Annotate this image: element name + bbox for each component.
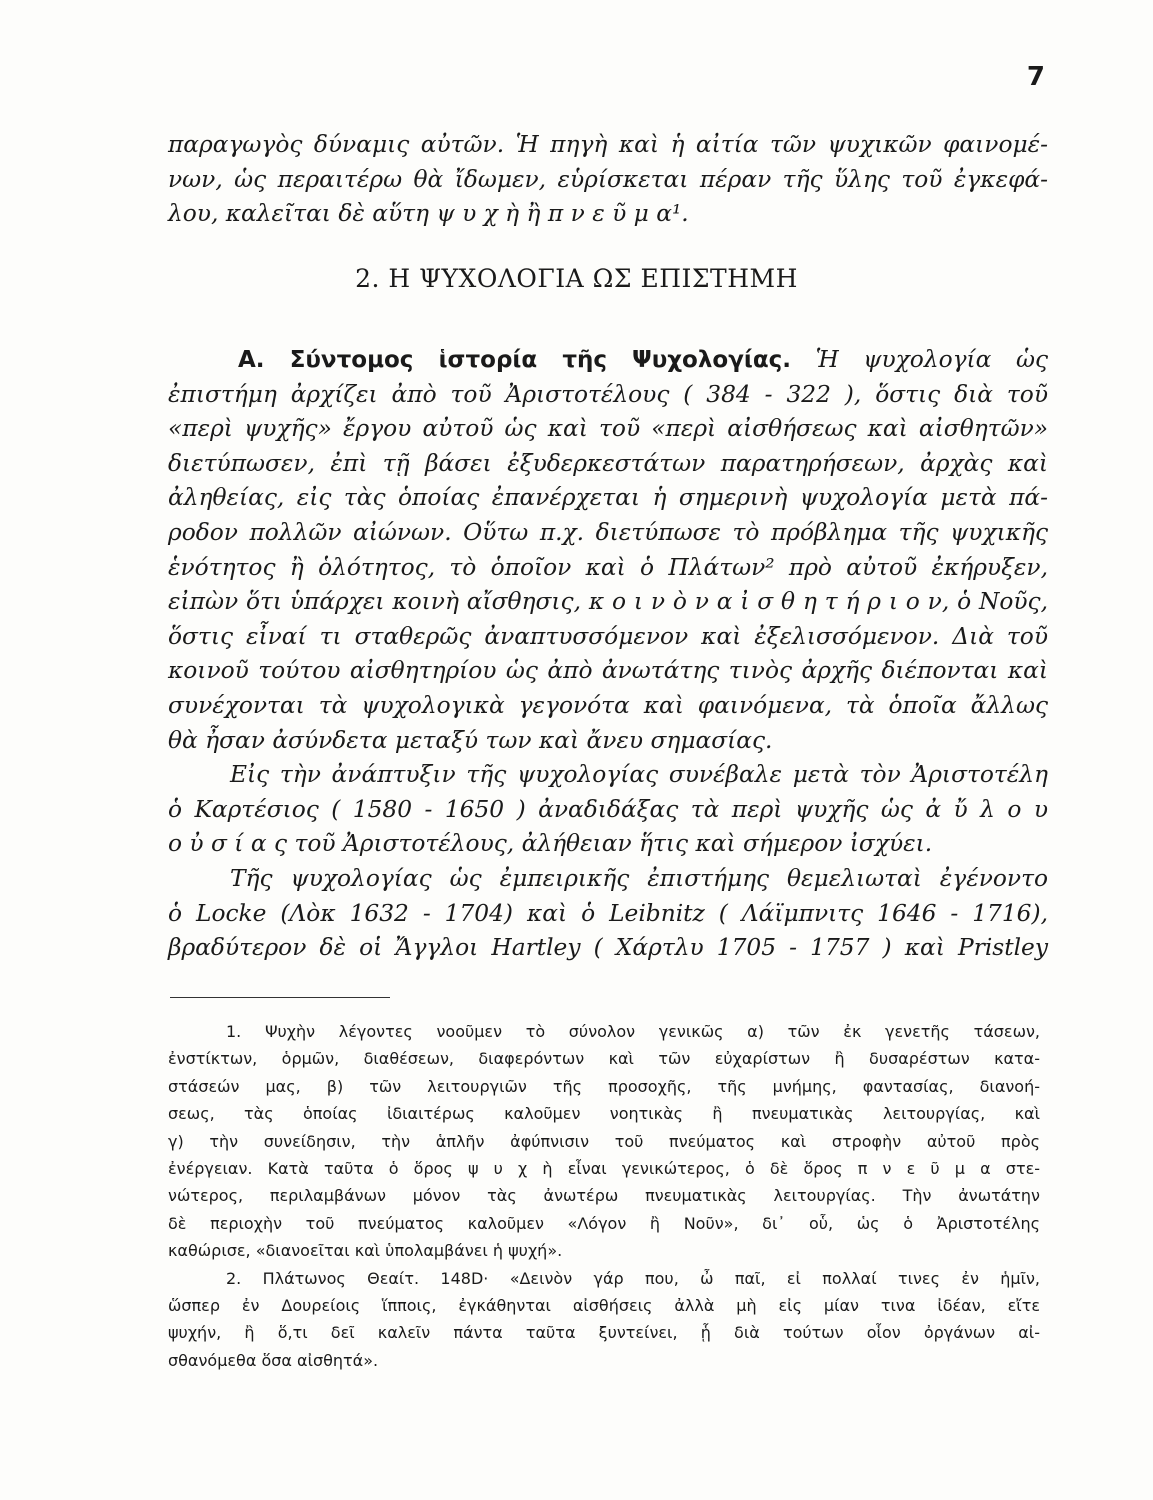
footnote-line: στάσεών μας, β) τῶν λειτουργιῶν τῆς προσοχῆς, τῆς μνήμης, φαντασίας, διανοή-: [168, 1076, 1040, 1096]
footnote-line: ὥσπερ ἐν Δουρείοις ἵπποις, ἐγκάθηνται αἰσθήσεις ἀλλὰ μὴ εἰς μίαν τινα ἰδέαν, εἴτε: [168, 1296, 1040, 1316]
footnote-line: σεως, τὰς ὁποίας ἰδιαιτέρως καλοῦμεν νοητικὰς ἢ πνευματικὰς λειτουργίας, καὶ: [168, 1104, 1040, 1124]
footnote-line: νώτερος, περιλαμβάνων μόνον τὰς ἀνωτέρω πνευματικὰς λειτουργίας. Τὴν ἀνωτάτην: [168, 1186, 1040, 1206]
footnote-line: καθώρισε, «διανοεῖται καὶ ὑπολαμβάνει ἡ ψυχή».: [168, 1241, 563, 1261]
text-line: ἑνότητος ἢ ὁλότητος, τὸ ὁποῖον καὶ ὁ Πλάτων² πρὸ αὐτοῦ ἐκήρυξεν,: [168, 553, 1048, 581]
text-line: ὁ Locke (Λὸκ 1632 - 1704) καὶ ὁ Leibnitz ( Λάϊμπνιτς 1646 - 1716),: [168, 899, 1048, 927]
text-line: ο ὐ σ ί α ς τοῦ Ἀριστοτέλους, ἀλήθειαν ἥτις καὶ σήμερον ἰσχύει.: [168, 830, 933, 858]
text-line: νων, ὡς περαιτέρω θὰ ἴδωμεν, εὑρίσκεται πέραν τῆς ὕλης τοῦ ἐγκεφά-: [168, 165, 1048, 193]
text-line: βραδύτερον δὲ οἱ Ἄγγλοι Hartley ( Χάρτλυ 1705 - 1757 ) καὶ Pristley: [168, 934, 1048, 962]
text-line: Εἰς τὴν ἀνάπτυξιν τῆς ψυχολογίας συνέβαλε μετὰ τὸν Ἀριστοτέλη: [230, 761, 1048, 789]
text-line: ὅστις εἶναί τι σταθερῶς ἀναπτυσσόμενον καὶ ἐξελισσόμενον. Διὰ τοῦ: [168, 622, 1048, 650]
footnote-rule: [170, 997, 390, 998]
text-line: ἐπιστήμη ἀρχίζει ἀπὸ τοῦ Ἀριστοτέλους ( 384 - 322 ), ὅστις διὰ τοῦ: [168, 380, 1048, 408]
paragraph-start-line: [168, 343, 1048, 378]
text-line: Ἡ ψυχολογία ὡς: [791, 346, 1048, 373]
text-line: ὁ Καρτέσιος ( 1580 - 1650 ) ἀναδιδάξας τὰ περὶ ψυχῆς ὡς ἀ ὔ λ ο υ: [168, 795, 1048, 823]
text-line: κοινοῦ τούτου αἰσθητηρίου ὡς ἀπὸ ἀνωτάτης τινὸς ἀρχῆς διέπονται καὶ: [168, 657, 1048, 685]
page-number: 7: [1026, 62, 1045, 92]
footnote-line: ἐνέργειαν. Κατὰ ταῦτα ὁ ὅρος ψ υ χ ὴ εἶναι γενικώτερος, ὁ δὲ ὅρος π ν ε ῦ μ α στε-: [168, 1159, 1040, 1179]
footnote-line: ψυχήν, ἢ ὅ,τι δεῖ καλεῖν πάντα ταῦτα ξυντείνει, ᾗ διὰ τούτων οἷον ὀργάνων αἰ-: [168, 1323, 1040, 1343]
text-line: λου, καλεῖται δὲ αὕτη ψ υ χ ὴ ἢ π ν ε ῦ μ α¹.: [168, 200, 689, 228]
footnote-line: 2. Πλάτωνος Θεαίτ. 148D· «Δεινὸν γάρ που, ὦ παῖ, εἰ πολλαί τινες ἐν ἡμῖν,: [226, 1268, 1040, 1288]
footnote-line: γ) τὴν συνείδησιν, τὴν ἁπλῆν ἀφύπνισιν τοῦ πνεύματος καὶ στροφὴν αὐτοῦ πρὸς: [168, 1131, 1040, 1151]
text-line: παραγωγὸς δύναμις αὐτῶν. Ἡ πηγὴ καὶ ἡ αἰτία τῶν ψυχικῶν φαινομέ-: [168, 131, 1048, 158]
subheading: Α. Σύντομος ἱστορία τῆς Ψυχολογίας.: [238, 347, 792, 373]
text-line: διετύπωσεν, ἐπὶ τῇ βάσει ἐξυδερκεστάτων παρατηρήσεων, ἀρχὰς καὶ: [168, 449, 1048, 477]
footnote-line: σθανόμεθα ὅσα αἰσθητά».: [168, 1350, 379, 1370]
footnotes: [168, 1018, 1040, 1374]
text-line: ἀληθείας, εἰς τὰς ὁποίας ἐπανέρχεται ἡ σημερινὴ ψυχολογία μετὰ πά-: [168, 484, 1048, 512]
footnote-line: 1. Ψυχὴν λέγοντες νοοῦμεν τὸ σύνολον γενικῶς α) τῶν ἐκ γενετῆς τάσεων,: [226, 1022, 1040, 1041]
text-line: ροδον πολλῶν αἰώνων. Οὕτω π.χ. διετύπωσε τὸ πρόβλημα τῆς ψυχικῆς: [168, 518, 1048, 546]
text-line: Τῆς ψυχολογίας ὡς ἐμπειρικῆς ἐπιστήμης θεμελιωταὶ ἐγένοντο: [230, 864, 1048, 892]
section-heading: 2. Η ΨΥΧΟΛΟΓΙΑ ΩΣ ΕΠΙΣΤΗΜΗ: [355, 264, 798, 293]
text-line: συνέχονται τὰ ψυχολογικὰ γεγονότα καὶ φαινόμενα, τὰ ὁποῖα ἄλλως: [168, 691, 1048, 719]
main-text-body: [168, 343, 1048, 966]
text-line: θὰ ἦσαν ἀσύνδετα μεταξύ των καὶ ἄνευ σημασίας.: [168, 726, 773, 754]
footnote-line: δὲ περιοχὴν τοῦ πνεύματος καλοῦμεν «Λόγον ἢ Νοῦν», δι᾽ οὗ, ὡς ὁ Ἀριστοτέλης: [168, 1213, 1040, 1233]
footnote-line: ἐνστίκτων, ὁρμῶν, διαθέσεων, διαφερόντων καὶ τῶν εὐχαρίστων ἢ δυσαρέστων κατα-: [168, 1049, 1040, 1069]
text-line: «περὶ ψυχῆς» ἔργου αὐτοῦ ὡς καὶ τοῦ «περὶ αἰσθήσεως καὶ αἰσθητῶν»: [168, 415, 1048, 443]
main-text-top: [168, 128, 1048, 232]
text-line: εἰπὼν ὅτι ὑπάρχει κοινὴ αἴσθησις, κ ο ι ν ὸ ν α ἰ σ θ η τ ή ρ ι ο ν, ὁ Νοῦς,: [168, 588, 1048, 616]
